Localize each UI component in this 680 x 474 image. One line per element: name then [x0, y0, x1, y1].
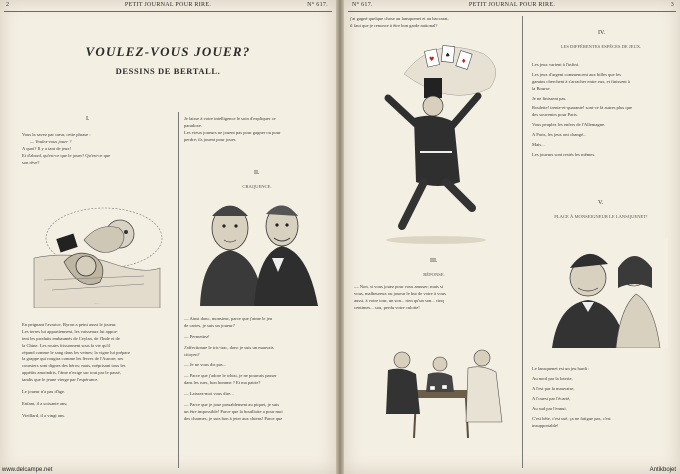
- text-line: perdre; ils jouent pour jouer.: [184, 136, 237, 142]
- section-numeral-4: IV.: [598, 30, 606, 36]
- left-running-head: PETIT JOURNAL POUR RIRE.: [124, 2, 212, 8]
- right-page-number: 3: [670, 2, 674, 8]
- text-line: appétits amoindris, l'âme n'exige sur tout par le passé,: [22, 370, 121, 376]
- col2-intro: [184, 116, 330, 144]
- illustration-dreaming-gambler: [24, 200, 166, 308]
- text-line: Au nord par la loterie,: [532, 375, 573, 381]
- illustration-couple: [540, 238, 668, 348]
- text-line: son rêve?: [22, 159, 40, 165]
- right-col1-intro: [350, 16, 518, 30]
- text-line: Les joueurs sont restés les mêmes.: [532, 151, 596, 157]
- section-numeral-3: III.: [430, 258, 438, 264]
- illustration-card-players: [378, 334, 508, 442]
- column-divider: [178, 112, 179, 468]
- text-line: la Bourse.: [532, 85, 551, 91]
- right-col2-body: [532, 62, 676, 159]
- text-line: répand comme le sang dans les veines; la vigne lui prépare: [22, 349, 130, 355]
- text-line: — Ainsi donc, monsieur, parce que j'aime le jeu: [184, 316, 273, 321]
- column-divider: [522, 16, 523, 468]
- text-line: Enfant, il a soixante ans;: [22, 400, 68, 406]
- text-line: j'ai gagné quelque chose au lansquenet et au baccarat,: [350, 16, 449, 21]
- svg-text:♠: ♠: [445, 52, 451, 59]
- left-issue-number: N° 617.: [307, 2, 328, 8]
- text-line: Au sud par l'ennui.: [532, 405, 567, 411]
- text-line: — Voulez-vous jouer ?: [30, 138, 72, 144]
- text-line: J'affectionne le tric-trac, donc je suis un mauvais: [184, 344, 274, 350]
- text-line: A l'est par la mauvaise,: [532, 385, 575, 391]
- section-numeral-5: V.: [598, 200, 604, 206]
- text-line: Et d'abord, qu'est-ce que le jouer? Qu'est-ce que: [22, 152, 111, 158]
- text-line: vous, malheureux ou joueur le but de votre à vous: [354, 290, 446, 296]
- section-numeral-2: II.: [254, 170, 260, 176]
- illustration-two-men-arguing: [190, 198, 320, 306]
- right-issue-number: N° 617.: [352, 2, 373, 8]
- text-line: Je ne finissent pas.: [532, 95, 567, 101]
- text-line: Les terres lui appartiennent, les vaisseaux lui appor-: [22, 328, 118, 334]
- right-col2-body-2: [532, 366, 676, 430]
- text-line: — Non, si vous jouez pour vous amuser; mais si: [354, 284, 444, 289]
- header-rule: [348, 11, 676, 12]
- illustration-running-guardsman: [364, 34, 514, 248]
- text-line: Les jeux d'argent commencent aux billes que les: [532, 71, 621, 77]
- text-line: A Paris, les jeux ont changé...: [532, 132, 587, 138]
- text-line: des souvenirs pour Paris.: [532, 112, 578, 118]
- text-line: la Chine. Les routes frissonnent sous la vie qu'il: [22, 342, 110, 348]
- svg-text:♥: ♥: [429, 56, 435, 63]
- section-caption: RÉPONSE.: [423, 272, 445, 277]
- text-line: — Permettez!: [184, 333, 210, 339]
- left-page: [0, 0, 336, 474]
- text-line: la grappe qui rougira comme les lèvres de l'Aurore; ses: [22, 356, 124, 362]
- text-line: tandis que le jeune vierge par l'espérance.: [22, 377, 99, 383]
- article-subtitle: DESSINS DE BERTALL.: [115, 66, 221, 76]
- text-line: A l'ouest par l'écarté,: [532, 395, 571, 401]
- text-line: Mais...: [532, 142, 545, 148]
- text-line: C'est bête, c'est usé, ça ne fatigue pas, c'est: [532, 416, 611, 422]
- text-line: Le joueur n'a pas d'âge.: [22, 389, 66, 395]
- watermark-right: Antikbojet: [649, 467, 676, 473]
- text-line: il faut que je renonce à être bon garde national?: [350, 22, 438, 28]
- header-rule: [4, 11, 332, 12]
- right-running-head: PETIT JOURNAL POUR RIRE.: [468, 2, 556, 8]
- text-line: Roulette! trente-et-quarante! sont-ce là autres plus que: [532, 105, 632, 111]
- text-line: Je laisse à votre intelligence le soin d'expliquer ce: [184, 116, 276, 121]
- text-line: Le lansquenet est un jeu hardi :: [532, 366, 590, 371]
- section-heading: PLACE À MONSEIGNEUR LE LANSQUENET!: [554, 214, 648, 219]
- text-line: Les vieux joueurs ne jouent pas pour gagner ou pour: [184, 129, 281, 135]
- text-line: gamins cherchent à s'arracher entre eux, et finissent à: [532, 78, 630, 84]
- text-line: — Laissez-moi vous dire...: [184, 391, 234, 397]
- text-line: centimes... sou, perdu votre culotte!: [354, 304, 420, 310]
- section-heading: LES DIFFÉRENTES ESPÈCES DE JEUX.: [560, 44, 642, 49]
- col2-dialogue: [184, 316, 330, 423]
- text-line: paradoxe.: [184, 122, 202, 128]
- left-page-number: 2: [6, 2, 10, 8]
- text-line: Les jeux varient à l'infini.: [532, 62, 580, 67]
- text-line: — Parce que je joue passablement au piquet, je suis: [184, 402, 280, 408]
- text-line: un être impossible! Parce que la bouillotte a pour moi: [184, 408, 283, 414]
- text-line: coursiers sont dignes des héros; mais, méprisant tous les: [22, 363, 126, 369]
- text-line: Vous peuplez les enfers de l'Allemagne.: [532, 122, 606, 128]
- text-line: — Je ne vous dis pas...: [184, 362, 227, 368]
- text-line: aussi, à votre tour, un son... rien qu'un son... cinq: [354, 297, 444, 303]
- text-line: tent les produits embaumés de Ceylan, de l'Inde et de: [22, 335, 120, 341]
- text-line: de cartes, je suis un joueur?: [184, 322, 235, 328]
- svg-text:.....: .....: [94, 301, 100, 305]
- svg-text:♦: ♦: [461, 58, 467, 65]
- section-numeral-1: I.: [86, 116, 90, 122]
- article-title: VOULEZ-VOUS JOUER?: [85, 44, 251, 59]
- book-gutter: [336, 0, 344, 474]
- illustration-caption: CRAQUENCE.: [242, 184, 272, 189]
- right-page: [344, 0, 680, 474]
- col1-intro: [22, 132, 172, 166]
- watermark-left: www.delcampe.net: [2, 467, 53, 473]
- text-line: A quoi? Il y a tant de jeux!: [22, 145, 72, 151]
- text-line: Vieillard, il a vingt ans.: [22, 412, 66, 418]
- text-line: — Parce que j'adore le whist, je ne pourrais passer: [184, 373, 277, 379]
- text-line: citoyen?: [184, 351, 200, 357]
- col1-body: [22, 322, 174, 420]
- text-line: dans les rues, bon homme ? Et ma patrie?: [184, 380, 261, 386]
- text-line: des charmes, je suis bon à jeter aux chiens! Parce que: [184, 415, 283, 421]
- text-line: Vous la savez par cœur, cette phrase :: [22, 132, 91, 137]
- text-line: insupportable!: [532, 423, 559, 429]
- text-line: En peignant l'avarice, Byron a peint aussi le joueur.: [22, 322, 117, 327]
- right-col1-body: [354, 284, 518, 312]
